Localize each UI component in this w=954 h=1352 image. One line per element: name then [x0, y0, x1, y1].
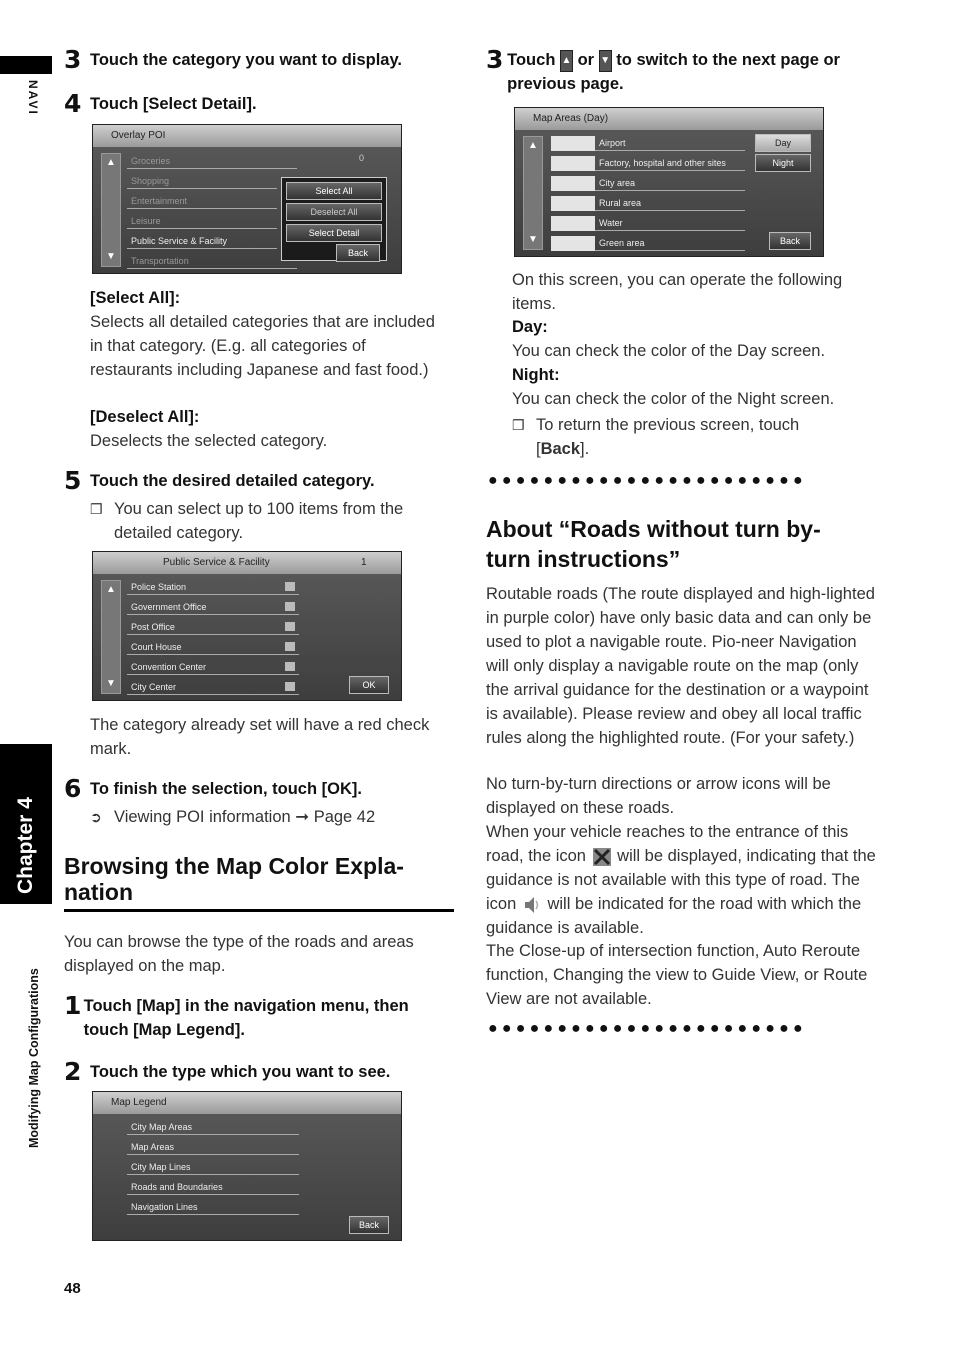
day-button: Day	[755, 134, 811, 152]
color-swatch	[551, 156, 595, 171]
select-all-term: [Select All]:	[90, 289, 181, 307]
select-detail-button: Select Detail	[286, 224, 382, 242]
up-page-arrow-icon: ▲	[560, 50, 573, 72]
step-3-right: 3 Touch ▲ or ▼ to switch to the next page or previous page.	[486, 45, 840, 93]
step-1-map-legend: 1 Touch [Map] in the navigation menu, then touch [Map Legend].	[64, 991, 409, 1039]
ok-button: OK	[349, 676, 389, 694]
list-item: Police Station	[127, 579, 299, 595]
down-arrow-icon: ▼	[106, 251, 116, 262]
list-item: Leisure	[127, 213, 277, 229]
color-swatch	[551, 196, 595, 211]
list-item: Transportation	[127, 253, 297, 269]
list-item: City area	[595, 175, 745, 191]
shot-title: Overlay POI	[93, 125, 401, 147]
section-rule	[64, 909, 454, 912]
day-term: Day:	[512, 318, 548, 336]
list-item: Public Service & Facility	[127, 233, 277, 249]
color-swatch	[551, 136, 595, 151]
down-page-arrow-icon: ▼	[599, 50, 612, 72]
section-intro: You can browse the type of the roads and areas displayed on the map.	[64, 933, 414, 975]
list-item: Roads and Boundaries	[127, 1179, 299, 1195]
about-paragraph-4: The Close-up of intersection function, Auto Reroute function, Changing the view to Guide View, or Route View are not available.	[486, 942, 868, 1008]
shot-title: Map Legend	[93, 1092, 401, 1114]
back-button: Back	[769, 232, 811, 250]
section-title-map-color: Browsing the Map Color Expla- nation	[64, 853, 404, 905]
select-popup	[281, 177, 387, 261]
list-item: Water	[595, 215, 745, 231]
list-item: Green area	[595, 235, 745, 251]
deselect-all-description: Deselects the selected category.	[90, 432, 328, 450]
select-all-button: Select All	[286, 182, 382, 200]
night-term: Night:	[512, 366, 560, 384]
up-arrow-icon: ▲	[106, 157, 116, 168]
red-check-note: The category already set will have a red check mark.	[90, 716, 430, 758]
step-6: 6 To finish the selection, touch [OK].	[64, 774, 362, 803]
color-swatch	[551, 176, 595, 191]
step-2-type: 2 Touch the type which you want to see.	[64, 1057, 391, 1086]
map-areas-day-screenshot	[514, 107, 824, 257]
deselect-all-button: Deselect All	[286, 203, 382, 221]
scrollbar	[101, 580, 121, 694]
list-item: Groceries	[127, 153, 297, 169]
map-legend-screenshot	[92, 1091, 402, 1241]
count-readout: 0	[359, 153, 365, 163]
checkbox-bullet-icon: ❒	[90, 501, 103, 517]
selected-count: 1	[361, 557, 367, 568]
no-guidance-icon	[591, 846, 613, 868]
back-button: Back	[336, 244, 380, 262]
about-paragraph-1: Routable roads (The route displayed and high-lighted in purple color) have only basic data and can only be used to plot a navigable route. Pio-neer Navigation will only display a navigable route on the map (only the arrival guidance for the destination or a waypoint is available). Please review and obey all local traffic rules along the highlighted route. (For your safety.)	[486, 585, 875, 747]
up-arrow-icon: ▲	[528, 140, 538, 151]
navi-tab-bar	[0, 56, 52, 74]
shot-title: Map Areas (Day)	[515, 108, 823, 130]
list-item: City Center	[127, 679, 299, 695]
dotted-separator: ●●●●●●●●●●●●●●●●●●●●●●●	[488, 1020, 807, 1037]
section-title-about-roads: About “Roads without turn by- turn instructions”	[486, 516, 821, 572]
up-arrow-icon: ▲	[106, 584, 116, 595]
color-swatch	[551, 236, 595, 251]
down-arrow-icon: ▼	[528, 234, 538, 245]
note-bullet: ❒ You can select up to 100 items from the detailed category.	[90, 497, 452, 545]
down-arrow-icon: ▼	[106, 678, 116, 689]
night-button: Night	[755, 154, 811, 172]
step-5: 5 Touch the desired detailed category.	[64, 466, 375, 495]
select-all-description: Selects all detailed categories that are included in that category. (E.g. all categories of restaurants including Japanese and fast food.)	[90, 313, 435, 379]
list-item: Navigation Lines	[127, 1199, 299, 1215]
day-description: You can check the color of the Day screen.	[512, 342, 826, 360]
list-item: Entertainment	[127, 193, 277, 209]
scrollbar	[101, 153, 121, 267]
shot-title: Public Service & Facility	[93, 552, 401, 574]
list-item: Rural area	[595, 195, 745, 211]
list-item: Factory, hospital and other sites	[595, 155, 745, 171]
speaker-icon	[521, 894, 543, 916]
public-service-screenshot	[92, 551, 402, 701]
list-item: City Map Areas	[127, 1119, 299, 1135]
page-number: 48	[64, 1280, 81, 1297]
about-paragraph-2: No turn-by-turn directions or arrow icons will be displayed on these roads.	[486, 775, 831, 817]
checkbox-bullet-icon: ❒	[512, 417, 525, 433]
return-note: ❒ To return the previous screen, touch [Back].	[512, 413, 876, 461]
list-item: Shopping	[127, 173, 277, 189]
step-3-left: 3 Touch the category you want to display.	[64, 45, 403, 74]
list-item: City Map Lines	[127, 1159, 299, 1175]
about-paragraph-3: When your vehicle reaches to the entrance of this road, the icon will be displayed, indicating that the guidance is not available with this type of road. The icon will be indicated for the road with which the guidance is available.	[486, 823, 876, 937]
list-item: Map Areas	[127, 1139, 299, 1155]
operate-text: On this screen, you can operate the following items.	[512, 271, 843, 313]
page-reference: ➲ Viewing POI information ➞ Page 42	[90, 805, 452, 829]
list-item: Airport	[595, 135, 745, 151]
dotted-separator: ●●●●●●●●●●●●●●●●●●●●●●●	[488, 472, 807, 489]
chapter-tab: Chapter 4	[0, 744, 52, 904]
back-button: Back	[349, 1216, 389, 1234]
color-swatch	[551, 216, 595, 231]
scrollbar	[523, 136, 543, 250]
reference-arrow-icon: ➲	[90, 809, 102, 825]
deselect-all-term: [Deselect All]:	[90, 408, 200, 426]
list-item: Court House	[127, 639, 299, 655]
list-item: Government Office	[127, 599, 299, 615]
night-description: You can check the color of the Night screen.	[512, 390, 835, 408]
overlay-poi-screenshot	[92, 124, 402, 274]
list-item: Post Office	[127, 619, 299, 635]
list-item: Convention Center	[127, 659, 299, 675]
navi-label: NAVI	[26, 80, 40, 116]
step-4: 4 Touch [Select Detail].	[64, 89, 257, 118]
